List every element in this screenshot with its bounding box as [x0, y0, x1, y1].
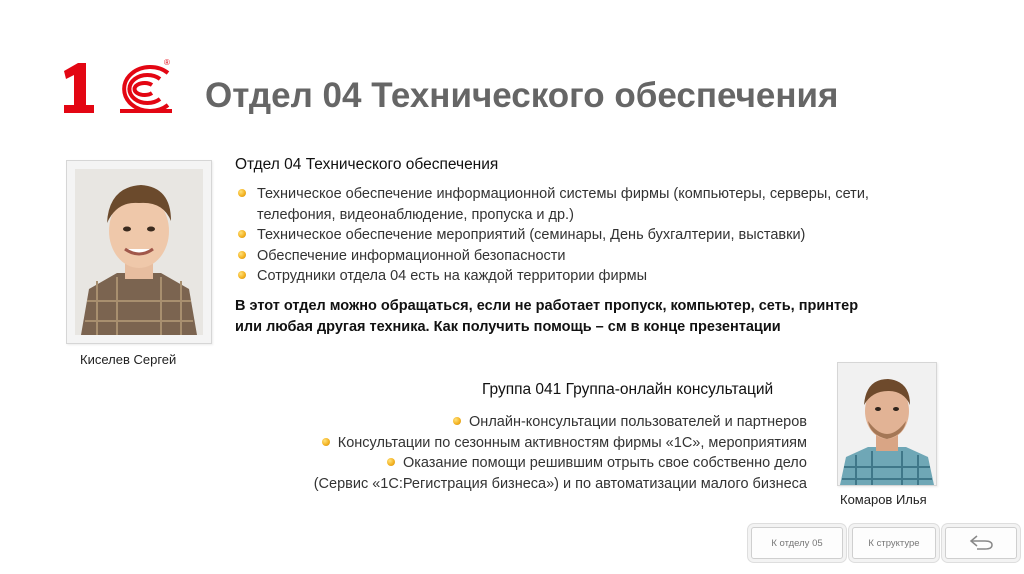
list-item-continuation: (Сервис «1С:Регистрация бизнеса») и по автоматизации малого бизнеса	[313, 475, 807, 492]
section-title-dept04: Отдел 04 Технического обеспечения	[235, 156, 499, 173]
section-title-group041: Группа 041 Группа-онлайн консультаций	[482, 381, 774, 398]
contact-note: В этот отдел можно обращаться, если не работает пропуск, компьютер, сеть, принтер или любая другая техника. Как получить помощь – см в конце презентации	[235, 298, 859, 335]
list-item: Техническое обеспечение информационной системы фирмы (компьютеры, серверы, сети, телефония, видеонаблюдение, пропуска и др.)	[235, 184, 925, 225]
bullet-icon	[238, 230, 246, 238]
list-item: Сотрудники отдела 04 есть на каждой территории фирмы	[235, 266, 925, 287]
bullet-icon	[238, 271, 246, 279]
bullet-icon	[387, 458, 395, 466]
list-item: Обеспечение информационной безопасности	[235, 246, 925, 267]
page-title: Отдел 04 Технического обеспечения	[205, 76, 839, 115]
list-item: Оказание помощи решившим отрыть свое собственно дело	[247, 453, 807, 474]
svg-text:®: ®	[164, 58, 170, 67]
return-arrow-icon	[967, 533, 995, 554]
employee-photo-kiselev	[66, 160, 212, 344]
company-logo	[60, 57, 178, 115]
bullet-icon	[453, 417, 461, 425]
dept04-bullet-list	[235, 184, 925, 287]
return-button[interactable]	[945, 527, 1017, 559]
prev-department-button[interactable]: К отделу 05	[751, 527, 843, 559]
list-item: Консультации по сезонным активностям фирмы «1С», мероприятиям	[247, 433, 807, 454]
bullet-icon	[322, 438, 330, 446]
employee-photo-komarov	[837, 362, 937, 486]
list-item: Техническое обеспечение мероприятий (семинары, День бухгалтерии, выставки)	[235, 225, 925, 246]
employee-name-komarov: Комаров Илья	[840, 492, 927, 507]
structure-button[interactable]: К структуре	[852, 527, 936, 559]
list-item: Онлайн-консультации пользователей и партнеров	[247, 412, 807, 433]
bullet-icon	[238, 189, 246, 197]
group041-bullet-list	[247, 412, 807, 494]
bullet-icon	[238, 251, 246, 259]
employee-name-kiselev: Киселев Сергей	[80, 352, 177, 367]
